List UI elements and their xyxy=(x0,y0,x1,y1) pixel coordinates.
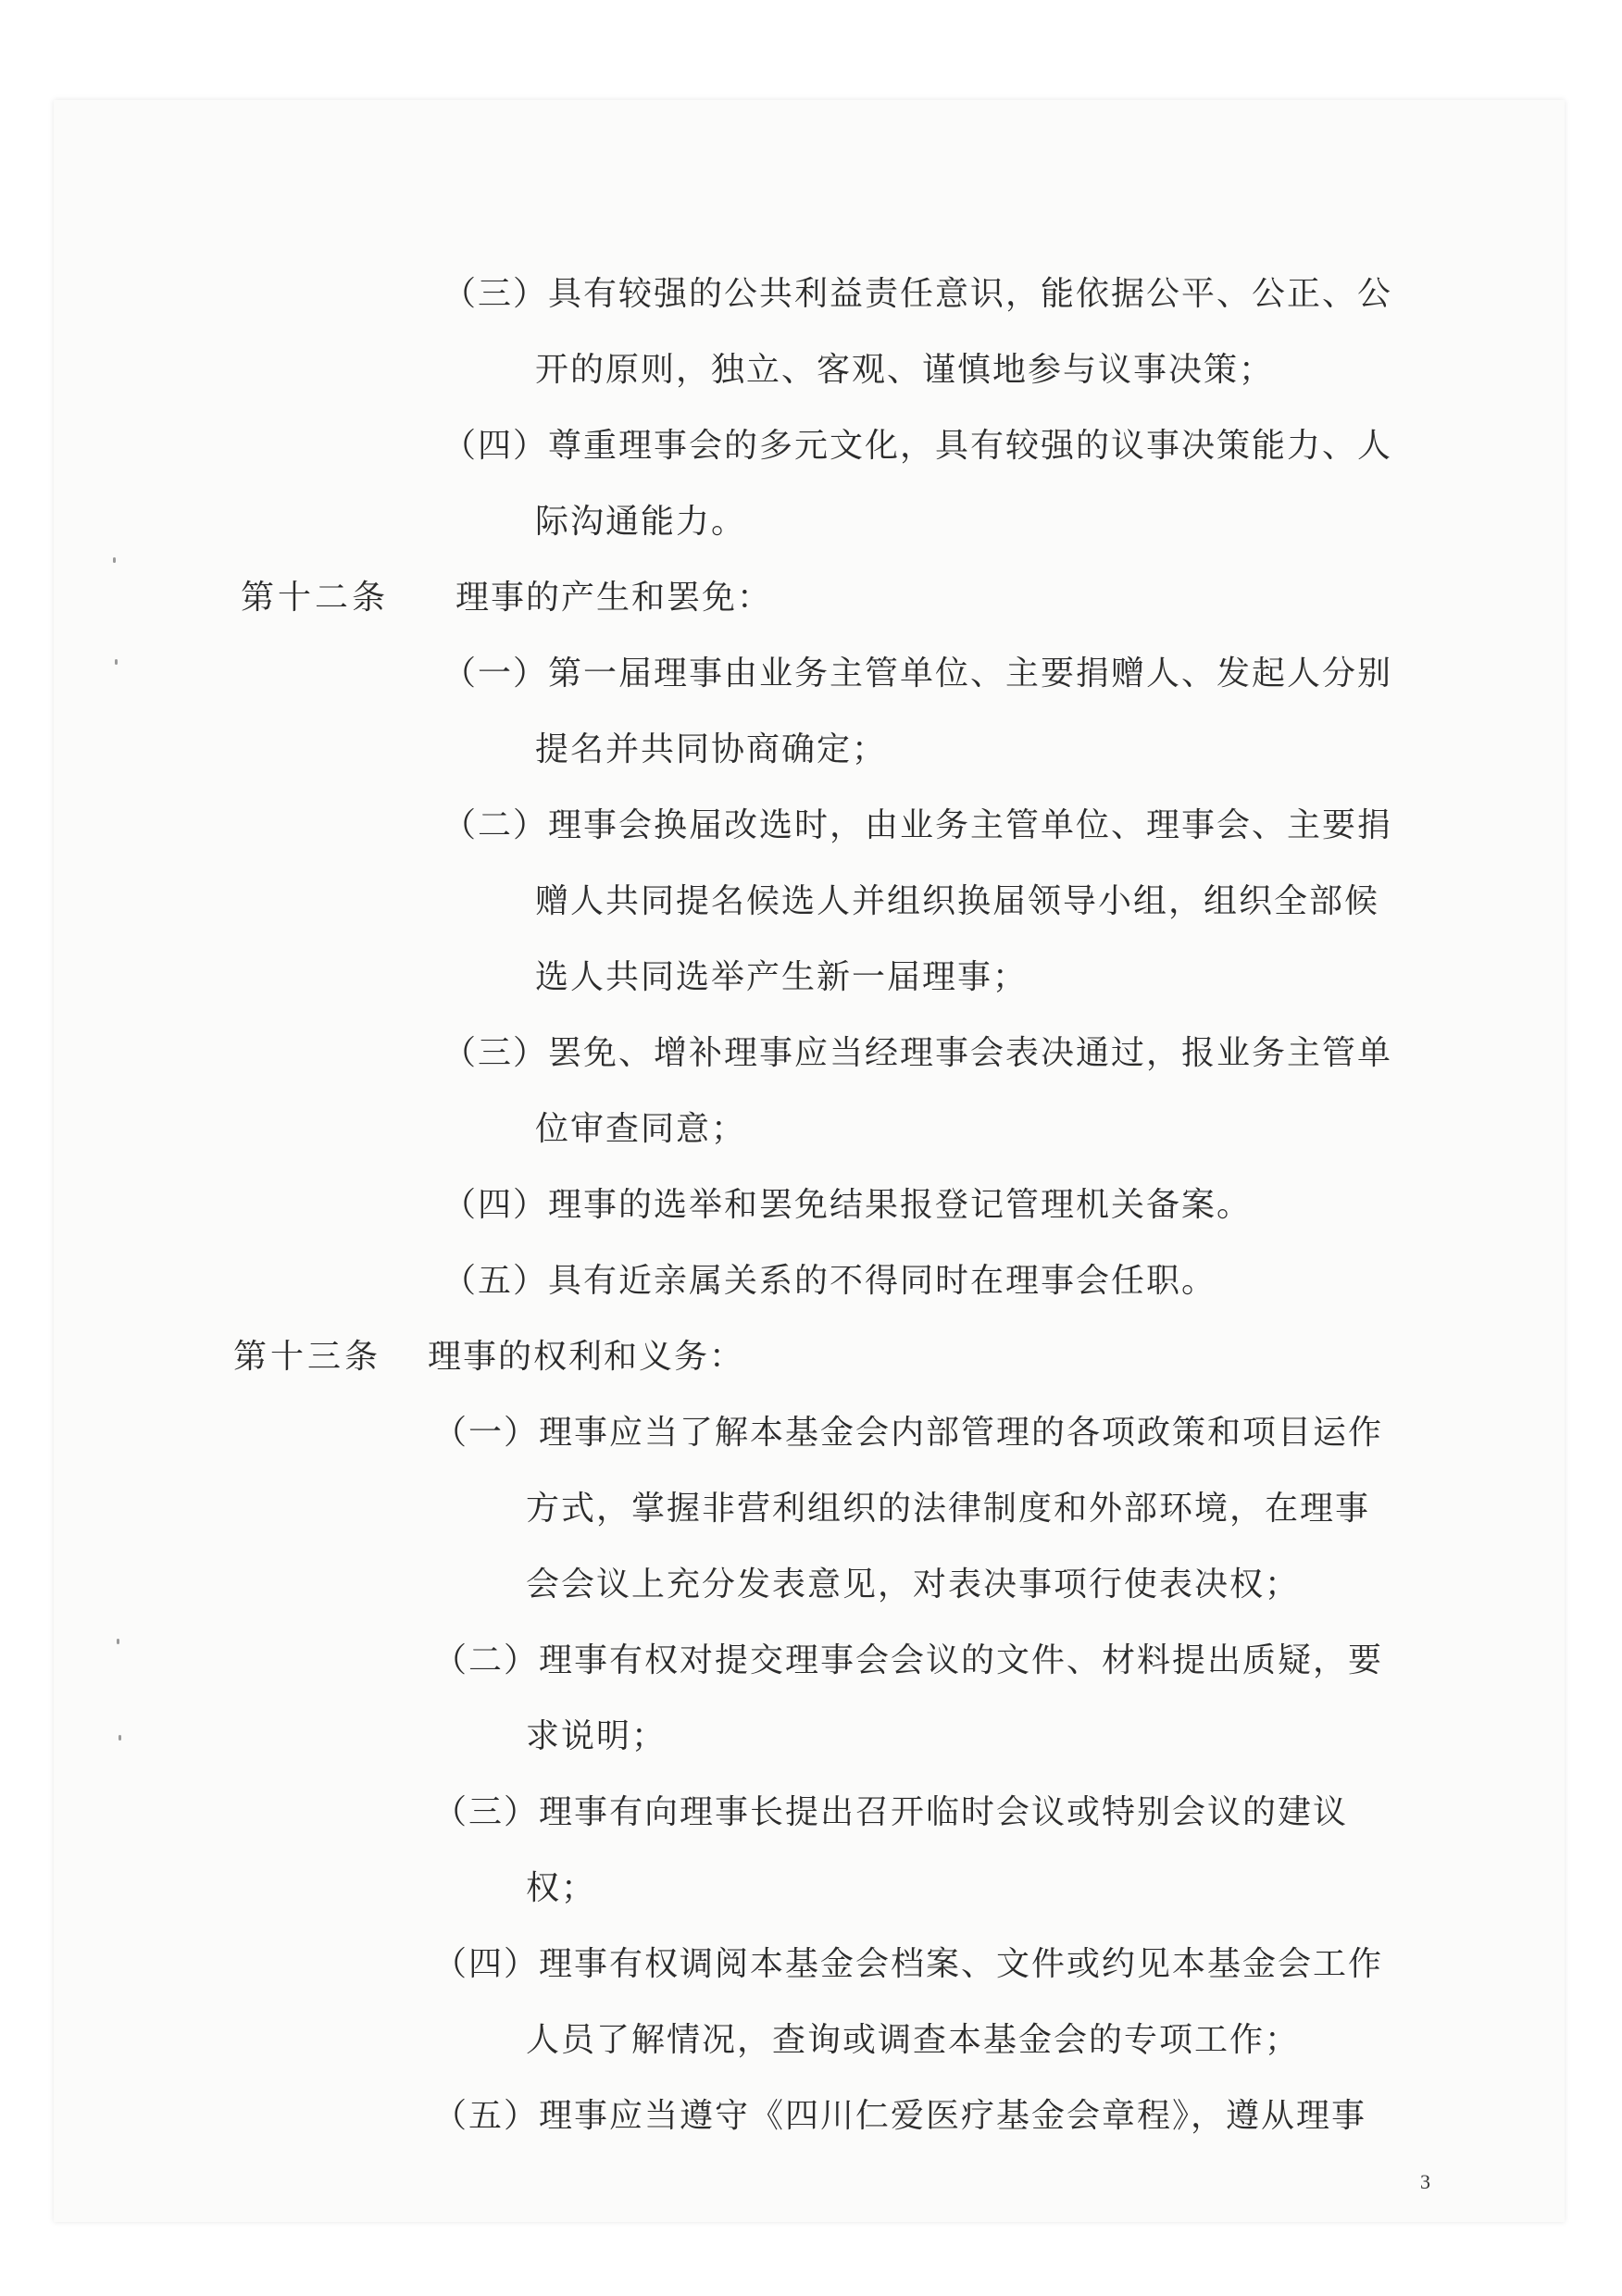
text-line: （三）理事有向理事长提出召开临时会议或特别会议的建议 xyxy=(433,1793,1349,1831)
text-line: （二）理事会换届改选时，由业务主管单位、理事会、主要捐 xyxy=(443,806,1393,844)
article-heading: 理事的产生和罢免： xyxy=(455,579,773,617)
article-number: 第十三条 xyxy=(233,1338,382,1376)
text-line: （二）理事有权对提交理事会会议的文件、材料提出质疑，要 xyxy=(433,1641,1384,1679)
text-line: （五）理事应当遵守《四川仁爱医疗基金会章程》，遵从理事 xyxy=(433,2097,1367,2135)
text-line: 人员了解情况，查询或调查本基金会的专项工作； xyxy=(526,2021,1301,2059)
text-line: 开的原则，独立、客观、谨慎地参与议事决策； xyxy=(535,351,1275,389)
text-line: （四）理事有权调阅本基金会档案、文件或约见本基金会工作 xyxy=(433,1945,1384,1983)
text-line: （四）尊重理事会的多元文化，具有较强的议事决策能力、人 xyxy=(443,427,1393,465)
text-line: 位审查同意； xyxy=(535,1110,747,1148)
scan-speck xyxy=(115,659,118,665)
text-line: （一）理事应当了解本基金会内部管理的各项政策和项目运作 xyxy=(433,1414,1384,1452)
article-heading: 理事的权利和义务： xyxy=(428,1338,745,1376)
text-line: 赠人共同提名候选人并组织换届领导小组，组织全部候 xyxy=(535,882,1380,920)
text-line: （四）理事的选举和罢免结果报登记管理机关备案。 xyxy=(443,1186,1253,1224)
text-line: 求说明； xyxy=(526,1717,668,1755)
scan-speck xyxy=(119,1735,121,1741)
text-line: 际沟通能力。 xyxy=(535,503,747,541)
text-line: （五）具有近亲属关系的不得同时在理事会任职。 xyxy=(443,1262,1217,1300)
text-line: 方式，掌握非营利组织的法律制度和外部环境，在理事 xyxy=(526,1490,1371,1528)
text-line: 提名并共同协商确定； xyxy=(535,730,888,768)
scan-speck xyxy=(113,557,116,563)
text-line: （一）第一届理事由业务主管单位、主要捐赠人、发起人分别 xyxy=(443,655,1393,693)
text-line: （三）罢免、增补理事应当经理事会表决通过，报业务主管单 xyxy=(443,1034,1393,1072)
page-number: 3 xyxy=(1420,2170,1430,2193)
text-line: （三）具有较强的公共利益责任意识，能依据公平、公正、公 xyxy=(443,275,1393,313)
article-number: 第十二条 xyxy=(241,579,390,617)
text-line: 选人共同选举产生新一届理事； xyxy=(535,958,1029,996)
document-page xyxy=(54,100,1565,2222)
text-line: 会会议上充分发表意见，对表决事项行使表决权； xyxy=(526,1566,1301,1603)
text-line: 权； xyxy=(526,1869,597,1907)
scan-speck xyxy=(117,1639,119,1644)
